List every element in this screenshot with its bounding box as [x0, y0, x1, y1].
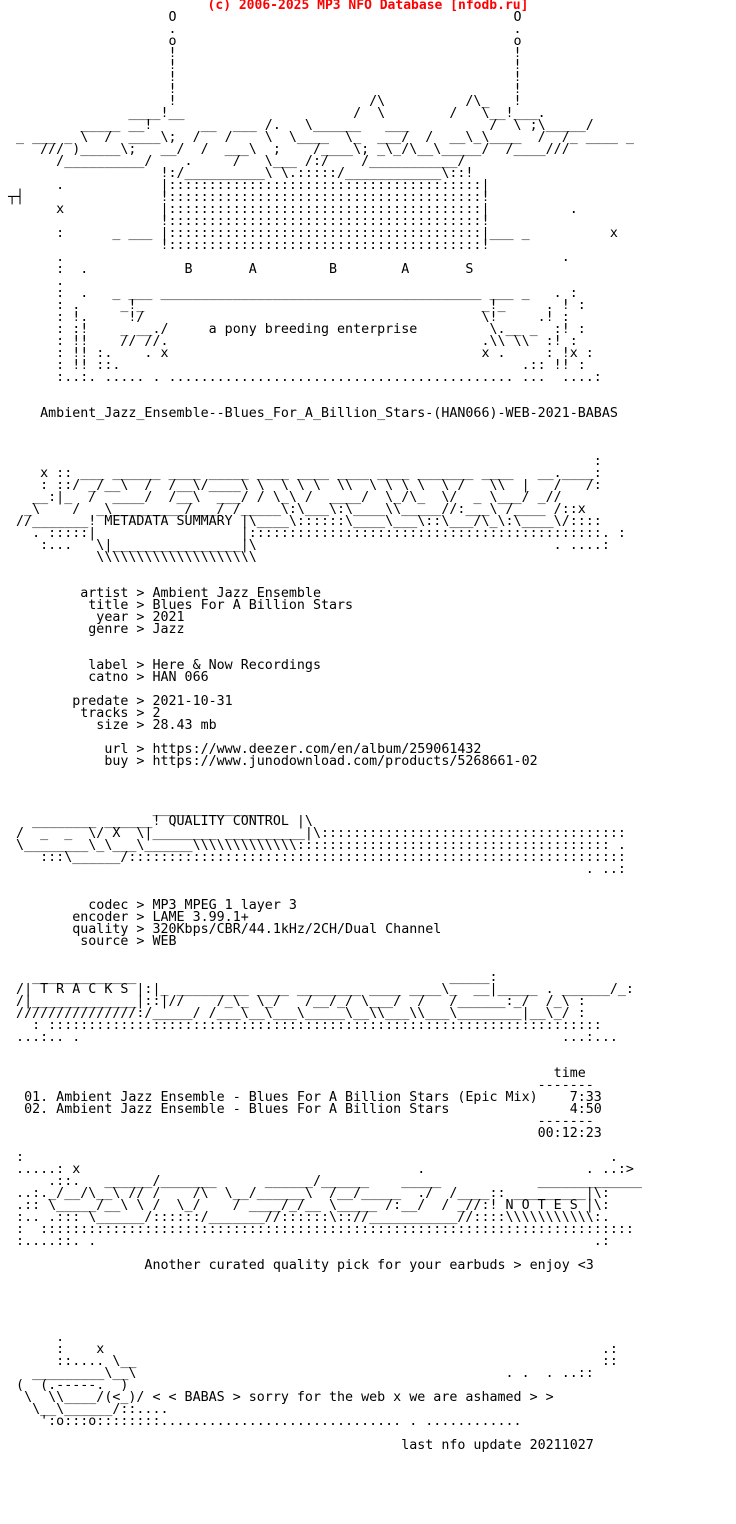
- nfo-ascii-text: O O . . o o ! ! ! ! ! ! ! ! ! /\ /\_ ! ____!__ / \ / \__!___. _____ __! __ ___ /. \______ ___ / \ ;\_____/ _ ___ _ \ / ____\; / / \ \____ \_ ___/ / __\_\____ / /_ ____ _ /// )_____\; __/ / ___\ ; /____\; _\_/\__\_____/ /____/// /__________/ . / \___ /:/ /___________/ !:/__________\ \.:::::/____________\::! . |:::::::::::::::::::::::::::::::::::::::| ┬┤ !:::::::::::::::::::::::::::::::::::::::! x |:::::::::::::::::::::::::::::::::::::::| . !:::::::::::::::::::::::::::::::::::::::! : _ ___ |:::::::::::::::::::::::::::::::::::::::|___ _ x !:::::::::::::::::::::::::::::::::::::::! . . : . B A B A S . : . _ ___ ________________________________________ ___ _ . : : . _!_ _!_ . ! : : !. !/ \! .! : : :! _ __./ a pony breeding enterprise \.__ _ :! : : !! // //. .\\ \\ :! : : !! :. . x x . : !x : : !! ::. .:: !! : :..:. ..... . ........................................... ... ....: Ambient_Jazz_Ensemble--Blues_For_A_Billion_Stars-(HAN066)-WEB-2021-BABAS : x :: ___ ______ ____ _____ ____ ____ ____ ____ _______ ____ __.____: : ::/ _/__\ / /__\/____\ \ \ \ \ \\ \ \ \ \ \ / \\ | / /: __:|_ / ____/ /__\ ___/ / \_\ / ____/ \_/\_ \/ _ \___/ _// _\ / _\_________/___/ /_____\:\___\:\____\\_____//:___\ /____ /::x //_______! METADATA SUMMARY |\____\::::::\____\___\::\___/\_\:\____\/:::: . :::::| |::::::::::::::::::::::::::::::::::::::::::::. : :... \|________________|\ . ....: \\\\\\\\\\\\\\\\\\\\ artist > Ambient Jazz Ensemble title > Blues For A Billion Stars year > 2021 genre > Jazz label > Here & Now Recordings catno > HAN 066 predate > 2021-10-31 tracks > 2 size > 28.43 mb url > https://www.deezer.com/en/album/259061432 buy > https://www.junodownload.com/products/5268661-02 _______________ ________ ______! QUALITY CONTROL |\ / _ _ \/ X \|________ __________|\:::::::::::::::::::::::::::::::::::::: \________\_\___\______\\\\\\\\\\\\\::::::::::::::::::::::::::::::::::::::: . :::\______/:::::::::::::::::::::::::::::::::::::::::::::::::::::::::::::: . ..: codec > MP3 MPEG 1 layer 3 encoder > LAME 3.99.1+ quality > 320Kbps/CBR/44.1kHz/2CH/Dual Channel source > WEB _____________ _____: /| T R A C K S |:|_ _________ ____ ________ ____ ____\_ __|_____ . ______/_: /|_____________|::|// /_\_ \_/ /__/_/ \___/ / /______:_/ /_\ : ///////////////:/_____/ /___\__\___\_____\__\\___\\___\________|__\_/ : : ::::::::::::::::::::::::::::::::::::::::::::::::::::::::::::::::::::: ...:.. . ...:... time ------- 01. Ambient Jazz Ensemble - Blues For A Billion Stars (Epic Mix) 7:33 02. Ambient Jazz Ensemble - Blues For A Billion Stars 4:50 ------- 00:12:23 : . .....: x . . ..:> .::. ______/_______ ______/______ _____ _____________ ..:._/__/\__\ // / /\ \__/______\ /__/_____ ./ /____:: _________|\: .:: \_____/__\ \ / \_/ / ____/_/__ \_____ /:__/ / _//:! N O T E S |\: :.. .::: \______/::::::/_______//::::::\:://___________//::::\\\\\\\\\\\:. : :::::::::::::::::::::::::::::::::::::::::::::::::::::::::::::::::::::::::: :....::. . .: Another curated quality pick for your earbuds > enjoy <3 . : x .: ::.... \__ :: _________\__\ . . . ..:: ( (.-----. ) \ \\____/(<_)/ < < BABAS > sorry for the web x we are ashamed > > \__\______/::.... ':o:::o::::::::.............................. . ............ last nfo update 20211027: [8, 10, 642, 1453]
- nfodb-copyright-header: (c) 2006-2025 MP3 NFO Database [nfodb.ru]: [207, 0, 529, 13]
